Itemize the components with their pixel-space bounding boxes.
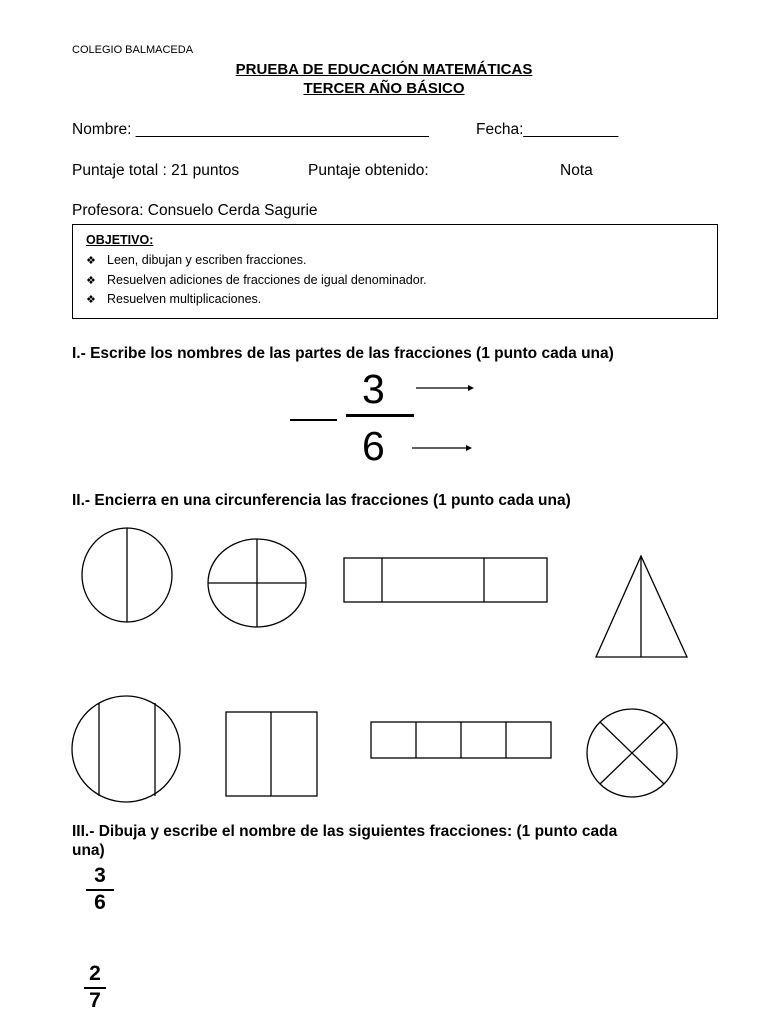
fecha-label: Fecha: — [476, 121, 524, 138]
school-name: COLEGIO BALMACEDA — [72, 44, 194, 56]
diamond-bullet-icon: ❖ — [86, 274, 96, 287]
objetivo-heading: OBJETIVO: — [86, 233, 154, 247]
test-title: PRUEBA DE EDUCACIÓN MATEMÁTICAS — [235, 61, 533, 78]
profesora: Profesora: Consuelo Cerda Sagurie — [72, 202, 318, 219]
objetivo-box — [72, 224, 718, 319]
shape-circle-unequal[interactable] — [72, 696, 180, 802]
shape-circle-x[interactable] — [587, 709, 677, 797]
fecha-blank[interactable]: ___________ — [523, 121, 619, 138]
shape-rectangle-unequal[interactable] — [344, 558, 547, 602]
arrows — [410, 380, 476, 460]
shape-rectangle-halves[interactable] — [226, 712, 317, 796]
objetivo-list — [86, 251, 427, 310]
nota: Nota — [560, 162, 593, 179]
puntaje-total: Puntaje total : 21 puntos — [72, 162, 240, 179]
fraction-bar — [346, 414, 414, 417]
arrow-right-icon — [416, 385, 474, 391]
shape-rectangle-quarters[interactable] — [371, 722, 551, 758]
answer-blank-line[interactable] — [290, 419, 337, 421]
section3-heading: III.- Dibuja y escribe el nombre de las siguientes fracciones: (1 punto cada una) — [72, 823, 618, 859]
fecha-field — [476, 121, 618, 139]
shapes-area — [0, 520, 768, 810]
fraction-denominator: 6 — [362, 423, 385, 469]
objetivo-item: ❖ Leen, dibujan y escriben fracciones. — [86, 251, 427, 271]
objetivo-item: ❖ Resuelven multiplicaciones. — [86, 290, 427, 310]
shape-circle-halves[interactable] — [82, 528, 172, 622]
nombre-label: Nombre: — [72, 121, 136, 138]
nombre-blank[interactable]: __________________________________ — [135, 121, 429, 138]
fraction-numerator: 3 — [362, 366, 385, 412]
objetivo-item: ❖ Resuelven adiciones de fracciones de igual denominador. — [86, 271, 427, 291]
arrow-right-icon — [412, 445, 472, 451]
fraction-3-6: 3 6 — [86, 864, 114, 915]
nombre-field — [72, 121, 429, 139]
shape-triangle-halves[interactable] — [596, 556, 687, 657]
diamond-bullet-icon: ❖ — [86, 255, 96, 267]
diamond-bullet-icon: ❖ — [86, 294, 96, 306]
puntaje-obtenido: Puntaje obtenido: — [308, 162, 429, 179]
fraction-2-7: 2 7 — [84, 962, 106, 1013]
test-subtitle: TERCER AÑO BÁSICO — [303, 80, 465, 97]
section2-heading: II.- Encierra en una circunferencia las fracciones (1 punto cada una) — [72, 492, 571, 509]
section1-heading: I.- Escribe los nombres de las partes de las fracciones (1 punto cada una) — [72, 345, 614, 362]
shape-circle-quarters[interactable] — [208, 539, 306, 627]
